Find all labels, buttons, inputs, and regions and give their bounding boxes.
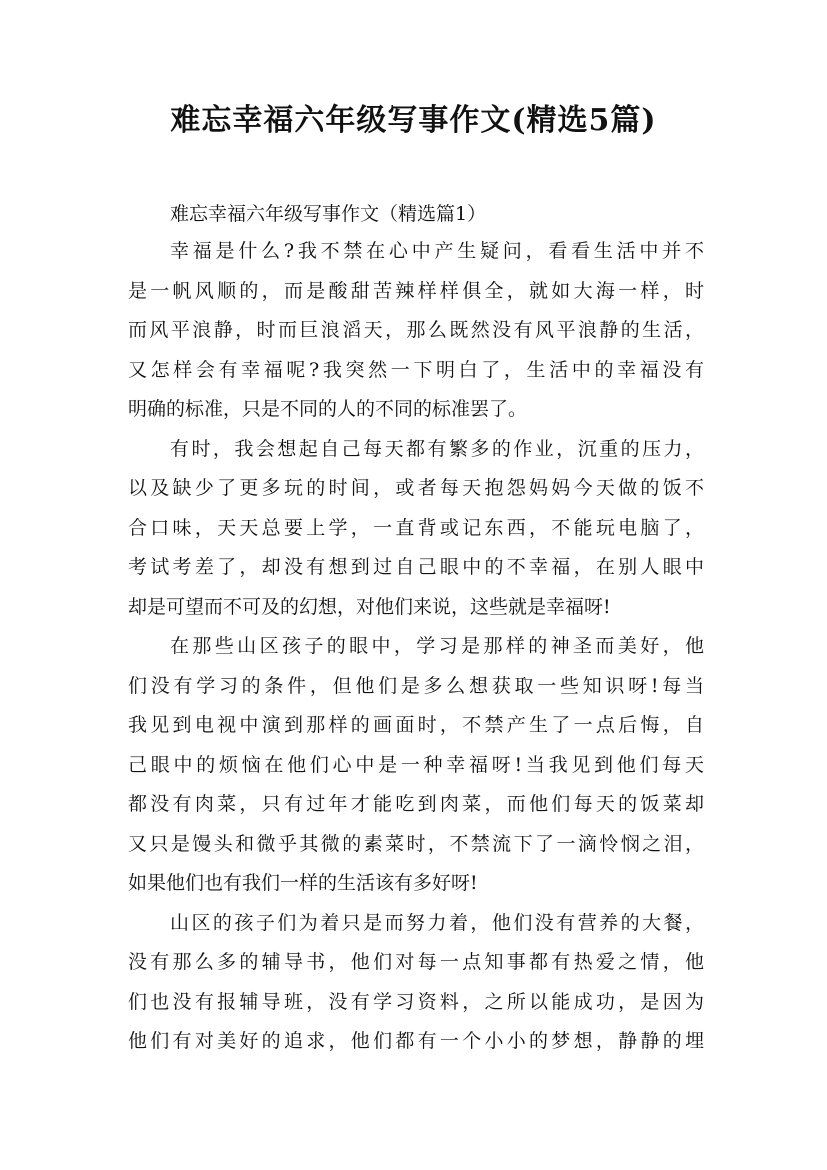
text-line: 又怎样会有幸福呢?我突然一下明白了，生活中的幸福没有 [128,358,704,381]
text-line: 是一帆风顺的，而是酸甜苦辣样样俱全，就如大海一样，时 [128,279,704,302]
text-line: 合口味，天天总要上学，一直背或记东西，不能玩电脑了， [128,516,704,539]
text-line: 都没有肉菜，只有过年才能吃到肉菜，而他们每天的饭菜却 [128,793,704,815]
text-line: 又只是馒头和微乎其微的素菜时，不禁流下了一滴怜悯之泪， [128,832,704,855]
text-line: 幸福是什么?我不禁在心中产生疑问，看看生活中并不 [170,240,704,262]
essay-body [128,232,704,1062]
text-line: 他们有对美好的追求，他们都有一个小小的梦想，静静的埋 [128,1030,704,1052]
text-line: 而风平浪静，时而巨浪滔天，那么既然没有风平浪静的生活， [128,319,704,341]
text-line: 们也没有报辅导班，没有学习资料，之所以能成功，是因为 [128,990,704,1013]
text-line: 以及缺少了更多玩的时间，或者每天抱怨妈妈今天做的饭不 [128,477,704,499]
text-line: 明确的标准，只是不同的人的不同的标准罢了。 [128,398,528,420]
paragraph [128,430,704,628]
paragraph [128,904,704,1062]
text-line: 没有那么多的辅导书，他们对每一点知事都有热爱之情，他 [128,951,704,973]
text-line: 己眼中的烦恼在他们心中是一种幸福呀!当我见到他们每天 [128,753,704,776]
text-line: 山区的孩子们为着只是而努力着，他们没有营养的大餐， [170,911,704,934]
text-line: 如果他们也有我们一样的生活该有多好呀! [128,872,478,894]
document-title: 难忘幸福六年级写事作文(精选5篇) [170,103,657,138]
text-line: 在那些山区孩子的眼中，学习是那样的神圣而美好，他 [170,635,704,657]
text-line: 们没有学习的条件，但他们是多么想获取一些知识呀!每当 [128,674,704,697]
essay-heading: 难忘幸福六年级写事作文（精选篇1） [170,203,487,225]
paragraph [128,232,704,430]
text-line: 考试考差了，却没有想到过自己眼中的不幸福，在别人眼中 [128,556,704,578]
text-line: 却是可望而不可及的幻想，对他们来说，这些就是幸福呀! [128,595,611,618]
text-line: 有时，我会想起自己每天都有繁多的作业，沉重的压力， [170,437,704,460]
paragraph [128,627,704,904]
text-line: 我见到电视中演到那样的画面时，不禁产生了一点后悔，自 [128,714,704,736]
